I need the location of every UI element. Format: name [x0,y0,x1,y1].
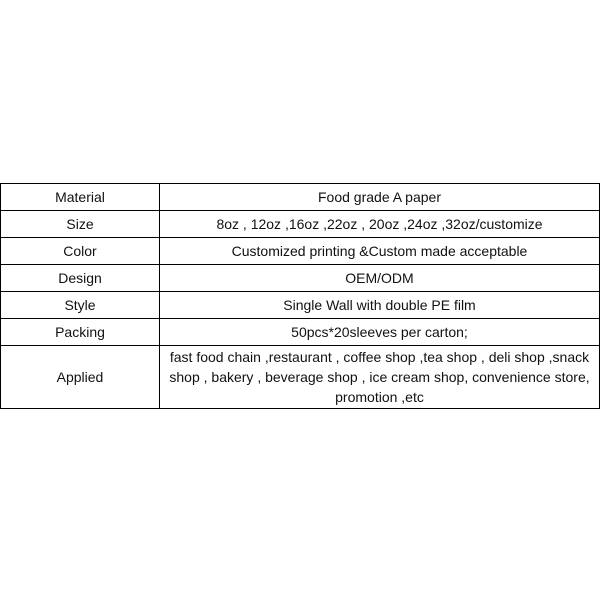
table-row-applied [1,346,600,409]
row-label-color: Color [1,238,160,265]
row-label-size: Size [1,211,160,238]
row-value-material: Food grade A paper [160,184,600,211]
table-row-design [1,265,600,292]
table-row-material [1,184,600,211]
table-row-packing [1,319,600,346]
row-label-packing: Packing [1,319,160,346]
row-value-packing: 50pcs*20sleeves per carton; [160,319,600,346]
row-value-applied: fast food chain ,restaurant , coffee shop ,tea shop , deli shop ,snack shop , bakery , beverage shop , ice cream shop, convenience store, promotion ,etc [160,346,600,409]
table-row-size [1,211,600,238]
table-row-style [1,292,600,319]
row-label-applied: Applied [1,346,160,409]
row-value-style: Single Wall with double PE film [160,292,600,319]
product-spec-table [0,183,600,409]
row-value-design: OEM/ODM [160,265,600,292]
row-value-color: Customized printing &Custom made acceptable [160,238,600,265]
row-label-material: Material [1,184,160,211]
row-label-style: Style [1,292,160,319]
table-row-color [1,238,600,265]
row-value-size: 8oz , 12oz ,16oz ,22oz , 20oz ,24oz ,32oz/customize [160,211,600,238]
row-label-design: Design [1,265,160,292]
